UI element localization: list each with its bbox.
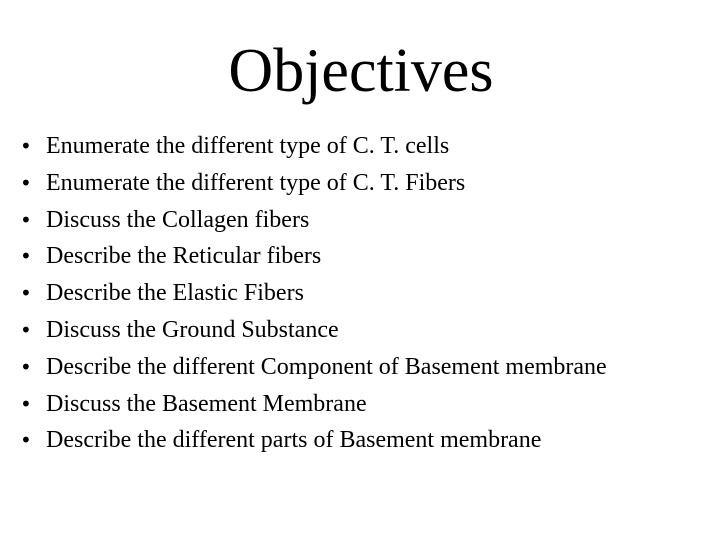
- list-item-text: Describe the Elastic Fibers: [46, 280, 304, 307]
- bullet-icon: •: [20, 134, 32, 158]
- list-item: [20, 275, 607, 312]
- list-item: [20, 202, 607, 239]
- bullet-icon: •: [20, 207, 32, 232]
- bullet-icon: •: [20, 317, 32, 342]
- bullet-icon: •: [20, 170, 32, 195]
- bullet-icon: •: [20, 354, 32, 379]
- list-item-text: Describe the different Component of Basement membrane: [46, 353, 607, 380]
- list-item: [20, 386, 607, 423]
- list-item: [20, 128, 607, 165]
- objectives-list: [20, 128, 607, 459]
- list-item-text: Describe the Reticular fibers: [46, 243, 322, 270]
- list-item: [20, 422, 607, 459]
- bullet-icon: •: [20, 428, 32, 453]
- bullet-icon: •: [20, 244, 32, 269]
- bullet-icon: •: [20, 281, 32, 306]
- list-item-text: Discuss the Collagen fibers: [46, 206, 310, 233]
- list-item-text: Enumerate the different type of C. T. Fibers: [46, 169, 466, 196]
- list-item: [20, 349, 607, 386]
- list-item-text: Describe the different parts of Basement membrane: [46, 427, 542, 454]
- list-item: [20, 238, 607, 275]
- slide-title: Objectives: [228, 37, 494, 105]
- list-item: [20, 312, 607, 349]
- list-item-text: Discuss the Ground Substance: [46, 316, 339, 343]
- list-item-text: Discuss the Basement Membrane: [46, 390, 367, 417]
- list-item: [20, 165, 607, 202]
- bullet-icon: •: [20, 391, 32, 416]
- list-item-text: Enumerate the different type of C. T. cells: [46, 133, 450, 159]
